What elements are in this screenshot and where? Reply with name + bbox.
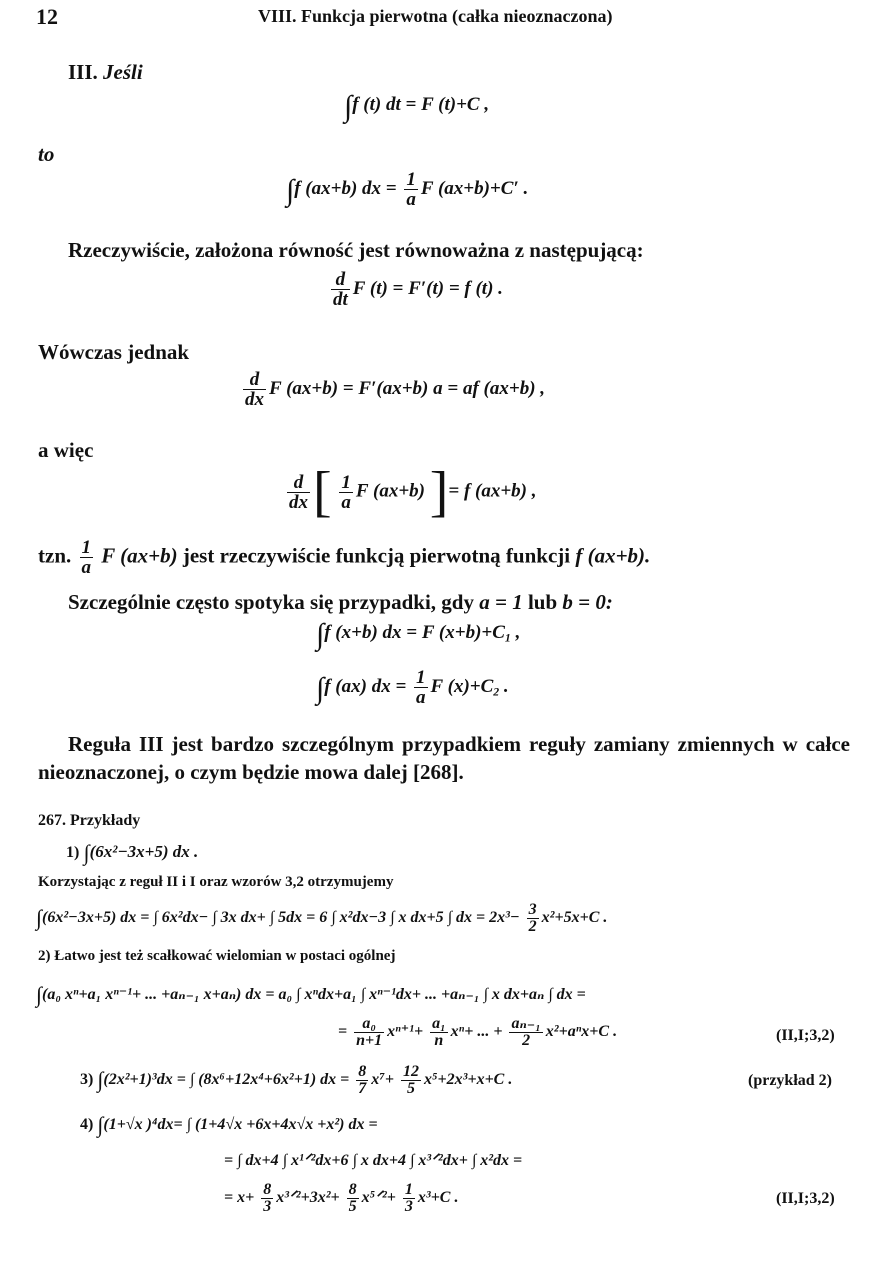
fraction: $\frac{\text{aₙ₋₁}}{2}$	[511, 1015, 541, 1049]
fraction: $\frac{8}{3}$	[263, 1181, 272, 1215]
derivative-fraction: $\frac{d}{dx}$	[289, 471, 308, 513]
example-2-line-2: = $\frac{\text{a₀}}{n+1}$ xⁿ⁺¹+ $\frac{\text{a₁}}{n}$ xⁿ+ ... + $\frac{\text{aₙ₋₁}}{2}$ x²+aⁿx+C .	[338, 1015, 618, 1049]
running-title: VIII. Funkcja pierwotna (całka nieoznaczona)	[258, 6, 613, 26]
proof-line-1: Rzeczywiście, założona równość jest równoważna z następującą:	[68, 238, 644, 262]
proof-line-2: Wówczas jednak	[38, 340, 190, 364]
fraction: $\frac{1}{a}$	[416, 667, 426, 708]
equation-3: $\frac{d}{dt}$ F (t) = F′(t) = f (t) .	[333, 269, 503, 310]
derivative-fraction: $\frac{d}{dx}$	[245, 369, 264, 410]
integral-sign: ∫	[316, 618, 325, 651]
fraction: $\frac{1}{a}$	[81, 537, 91, 578]
equation-5: $\frac{d}{dx}$ [ $\frac{1}{a}$ F (ax+b) ]= f (ax+b) ,	[289, 461, 537, 523]
integral-sign: ∫	[316, 671, 325, 705]
example-2-text: 2) Łatwo jest też scałkować wielomian w postaci ogólnej	[38, 948, 396, 964]
integral-sign: ∫	[286, 173, 295, 207]
rule-statement	[68, 58, 143, 86]
fraction: $\frac{1}{a}$	[406, 169, 416, 210]
fraction: $\frac{1}{a}$	[341, 471, 351, 513]
example-3: 3) ∫(2x²+1)³dx = ∫ (8x⁶+12x⁴+6x²+1) dx = $\frac{8}{7}$ x⁷+ $\frac{12}{5}$ x⁵+2x³+x+C .	[80, 1063, 513, 1097]
equation-7: ∫f (ax) dx = $\frac{1}{a}$ F (x)+C2 .	[316, 667, 509, 708]
word-to: to	[38, 142, 55, 166]
example-1-result: ∫(6x²−3x+5) dx = ∫ 6x²dx− ∫ 3x dx+ ∫ 5dx = 6 ∫ x²dx−3 ∫ x dx+5 ∫ dx = 2x³− $\frac{3}{2}$ x²+5x+C .	[36, 901, 608, 935]
proof-line-4: Szczególnie często spotyka się przypadki, gdy a = 1 lub b = 0:	[68, 590, 613, 614]
fraction: $\frac{\text{a₁}}{n}$	[432, 1015, 446, 1049]
proof-line-3: a więc	[38, 438, 94, 462]
formula-reference: (II,I;3,2)	[776, 1190, 835, 1207]
section-heading: 267. Przykłady	[38, 812, 141, 829]
fraction: $\frac{8}{7}$	[358, 1063, 367, 1097]
rule-jesli: Jeśli	[103, 60, 143, 84]
fraction: $\frac{1}{3}$	[404, 1181, 413, 1215]
tzn-line: tzn. $\frac{1}{a}$ F (ax+b) jest rzeczywiście funkcją pierwotną funkcji f (ax+b).	[38, 537, 651, 578]
formula-reference: (przykład 2)	[748, 1072, 832, 1089]
equation-2: ∫f (ax+b) dx = $\frac{1}{a}$ F (ax+b)+C′ .	[286, 169, 529, 210]
example-4-line-2: = ∫ dx+4 ∫ x¹ᐟ²dx+6 ∫ x dx+4 ∫ x³ᐟ²dx+ ∫ x²dx =	[224, 1152, 523, 1169]
example-1: 1) ∫(6x²−3x+5) dx .	[66, 840, 199, 865]
equation-1: ∫f (t) dt = F (t)+C ,	[344, 90, 490, 123]
equation-4: $\frac{d}{dx}$ F (ax+b) = F′(ax+b) a = af (ax+b) ,	[245, 369, 546, 410]
integral-sign: ∫	[36, 982, 43, 1007]
formula-reference: (II,I;3,2)	[776, 1027, 835, 1044]
integral-sign: ∫	[97, 1067, 104, 1093]
example-2-line-1: ∫(a₀ xⁿ+a₁ xⁿ⁻¹+ ... +aₙ₋₁ x+aₙ) dx = a₀ ∫ xⁿdx+a₁ ∫ xⁿ⁻¹dx+ ... +aₙ₋₁ ∫ x dx+aₙ ∫ dx =	[36, 982, 586, 1007]
paragraph-rule-note: Reguła III jest bardzo szczególnym przypadkiem reguły zamiany zmiennych w całce nieoznaczonej, o czym będzie mowa dalej [268].	[38, 732, 850, 785]
example-1-text: Korzystając z reguł II i I oraz wzorów 3,2 otrzymujemy	[38, 874, 394, 890]
fraction: $\frac{8}{5}$	[348, 1181, 357, 1215]
page-number: 12	[36, 4, 58, 29]
fraction: $\frac{12}{5}$	[402, 1063, 419, 1097]
integral-sign: ∫	[83, 840, 90, 865]
integral-sign: ∫	[97, 1112, 104, 1137]
fraction: $\frac{\text{a₀}}{n+1}$	[356, 1015, 383, 1049]
integral-sign: ∫	[344, 90, 353, 123]
derivative-fraction: $\frac{d}{dt}$	[333, 269, 348, 310]
integral-sign: ∫	[36, 905, 43, 931]
right-bracket: ]	[429, 461, 449, 523]
equation-6: ∫f (x+b) dx = F (x+b)+C1 ,	[316, 618, 521, 651]
rule-label: III.	[68, 60, 98, 84]
example-4-line-3: = x+ $\frac{8}{3}$ x³ᐟ²+3x²+ $\frac{8}{5}$ x⁵ᐟ²+ $\frac{1}{3}$ x³+C .	[224, 1181, 459, 1215]
example-4-line-1: 4) ∫(1+√x )⁴dx= ∫ (1+4√x +6x+4x√x +x²) dx =	[80, 1112, 378, 1137]
fraction: $\frac{3}{2}$	[528, 901, 537, 935]
left-bracket: [	[313, 461, 332, 523]
